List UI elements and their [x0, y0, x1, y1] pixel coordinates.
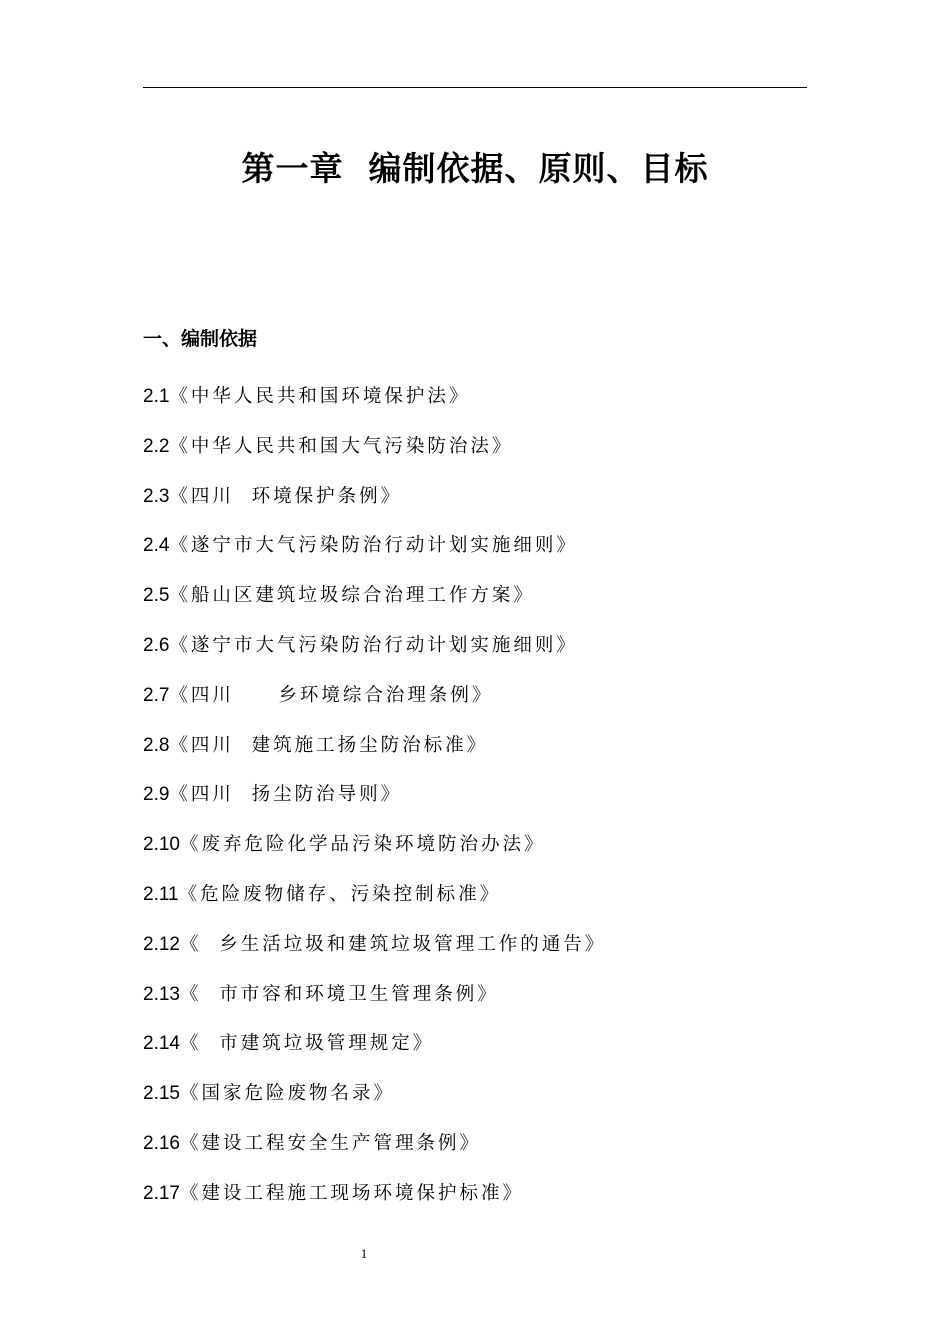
reference-title: 《 乡生活垃圾和建筑垃圾管理工作的通告》	[179, 933, 607, 955]
reference-number: 2.8	[143, 734, 170, 756]
reference-item	[143, 1080, 606, 1130]
reference-item	[143, 981, 606, 1031]
reference-item	[143, 433, 606, 483]
reference-number: 2.17	[143, 1182, 180, 1204]
reference-title: 《四川 建筑施工扬尘防治标准》	[169, 734, 489, 756]
reference-number: 2.3	[143, 485, 170, 507]
page-number: 1	[360, 1246, 368, 1261]
reference-number: 2.15	[143, 1083, 180, 1105]
reference-title: 《国家危险废物名录》	[179, 1083, 395, 1105]
reference-number: 2.9	[143, 784, 170, 806]
reference-title: 《四川 扬尘防治导则》	[169, 784, 403, 806]
reference-item	[143, 781, 606, 831]
reference-item	[143, 831, 606, 881]
reference-title: 《中华人民共和国大气污染防治法》	[169, 435, 514, 457]
reference-title: 《危险废物储存、污染控制标准》	[178, 883, 502, 905]
reference-item	[143, 483, 606, 533]
reference-title: 《废弃危险化学品污染环境防治办法》	[179, 834, 546, 856]
reference-item	[143, 532, 606, 582]
reference-number: 2.14	[143, 1033, 180, 1055]
reference-item	[143, 1130, 606, 1180]
reference-item	[143, 1180, 606, 1230]
reference-title: 《建设工程安全生产管理条例》	[179, 1132, 481, 1154]
reference-item	[143, 682, 606, 732]
reference-title: 《建设工程施工现场环境保护标准》	[179, 1182, 524, 1204]
reference-number: 2.5	[143, 585, 170, 607]
reference-title: 《四川 乡环境综合治理条例》	[169, 684, 494, 706]
chapter-title: 第一章 编制依据、原则、目标	[241, 149, 709, 188]
reference-number: 2.2	[143, 435, 170, 457]
reference-title: 《 市市容和环境卫生管理条例》	[179, 983, 499, 1005]
reference-item	[143, 881, 606, 931]
reference-number: 2.6	[143, 634, 170, 656]
reference-number: 2.13	[143, 983, 180, 1005]
reference-number: 2.7	[143, 684, 170, 706]
reference-title: 《遂宁市大气污染防治行动计划实施细则》	[169, 634, 578, 656]
reference-item	[143, 582, 606, 632]
reference-number: 2.10	[143, 834, 180, 856]
reference-title: 《遂宁市大气污染防治行动计划实施细则》	[169, 535, 578, 557]
section-heading: 一、编制依据	[143, 328, 258, 350]
reference-title: 《中华人民共和国环境保护法》	[169, 386, 471, 407]
reference-item	[143, 632, 606, 682]
reference-number: 2.1	[143, 386, 170, 407]
reference-title: 《 市建筑垃圾管理规定》	[179, 1033, 435, 1055]
reference-title: 《船山区建筑垃圾综合治理工作方案》	[169, 585, 535, 607]
reference-item	[143, 383, 606, 433]
reference-number: 2.16	[143, 1132, 180, 1154]
reference-list	[143, 383, 606, 1230]
reference-number: 2.4	[143, 535, 170, 557]
reference-number: 2.11	[143, 883, 179, 905]
reference-item	[143, 732, 606, 782]
reference-number: 2.12	[143, 933, 180, 955]
header-rule	[143, 87, 807, 88]
reference-title: 《四川 环境保护条例》	[169, 485, 403, 507]
reference-item	[143, 931, 606, 981]
reference-item	[143, 1030, 606, 1080]
